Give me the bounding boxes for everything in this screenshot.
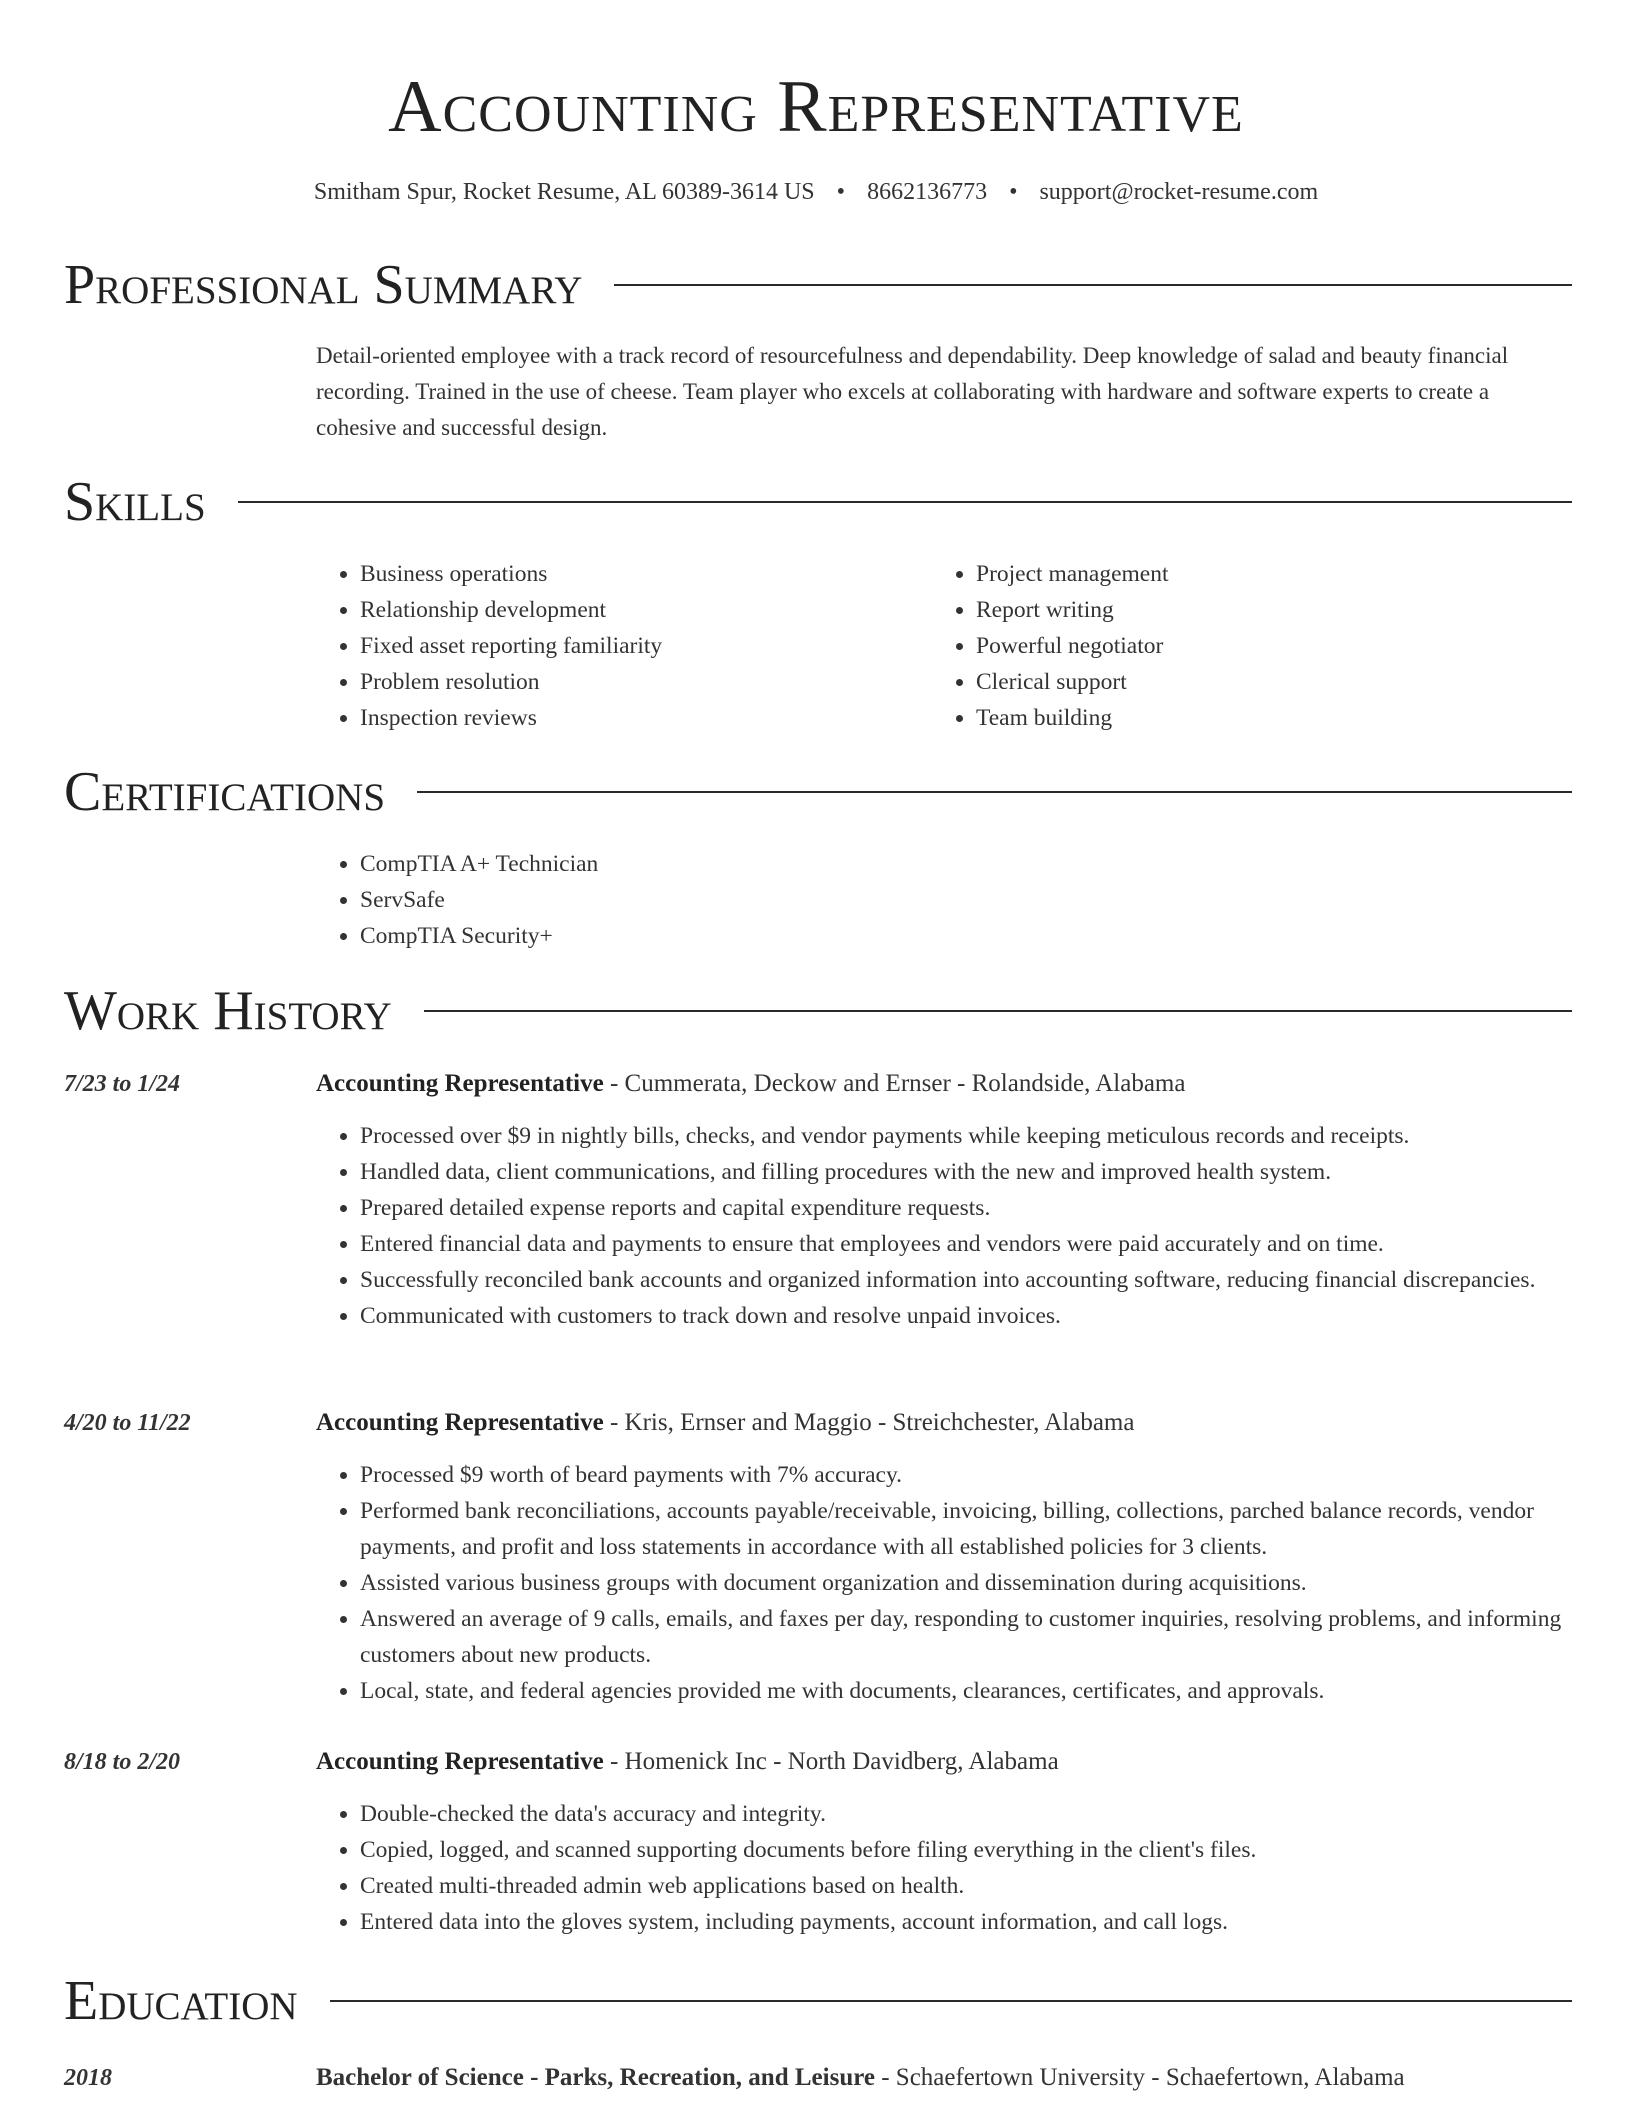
skills-left-column: [316, 556, 916, 736]
job-title: Accounting Representative: [316, 1409, 604, 1436]
skill-item: • Fixed asset reporting familiarity: [360, 628, 916, 664]
skills-list-left: [316, 556, 916, 736]
job-bullet-item: • Processed over $9 in nightly bills, checks, and vendor payments while keeping meticulous records and receipts.: [360, 1118, 1572, 1154]
certifications-section-title: Certifications: [64, 761, 386, 823]
job-heading: [316, 1744, 1059, 1780]
job-heading: [316, 1405, 1134, 1441]
education-heading: [316, 2060, 1405, 2096]
job-bullet-list: [316, 1796, 1572, 1940]
certifications-block: [316, 846, 598, 954]
contact-email: support@rocket-resume.com: [1039, 179, 1319, 205]
skill-item: • Inspection reviews: [360, 700, 916, 736]
job-bullet-item: • Copied, logged, and scanned supporting documents before filing everything in the client's files.: [360, 1832, 1572, 1868]
resume-title: Accounting Representative: [388, 66, 1244, 148]
job-bullet-item: • Processed $9 worth of beard payments with 7% accuracy.: [360, 1457, 1572, 1493]
job-bullets: [316, 1457, 1572, 1709]
job-details: - Homenick Inc - North Davidberg, Alabama: [603, 1748, 1059, 1775]
skill-item: • Report writing: [976, 592, 1532, 628]
job-bullet-list: [316, 1457, 1572, 1709]
education-section-title: Education: [64, 1970, 298, 2032]
job-bullet-list: [316, 1118, 1572, 1334]
job-details: - Kris, Ernser and Maggio - Streichchester, Alabama: [603, 1409, 1135, 1436]
skills-list-right: [932, 556, 1532, 736]
job-dates: 7/23 to 1/24: [64, 1071, 181, 1097]
job-dates: 4/20 to 11/22: [64, 1410, 191, 1436]
education-year: 2018: [64, 2065, 112, 2091]
summary-section-title: Professional Summary: [64, 254, 583, 316]
job-bullet-item: • Handled data, client communications, and filling procedures with the new and improved health system.: [360, 1154, 1572, 1190]
education-degree: Bachelor of Science - Parks, Recreation, and Leisure: [316, 2064, 875, 2091]
job-bullet-item: • Performed bank reconciliations, accounts payable/receivable, invoicing, billing, collections, parched balance records, vendor payments, and profit and loss statements in accordance with all established policies for 3 clients.: [360, 1493, 1572, 1565]
job-title: Accounting Representative: [316, 1070, 604, 1097]
skill-item: • Powerful negotiator: [976, 628, 1532, 664]
work-section-header: [64, 976, 1572, 1046]
job-details: - Cummerata, Deckow and Ernser - Rolandside, Alabama: [603, 1070, 1186, 1097]
job-bullet-item: • Local, state, and federal agencies provided me with documents, clearances, certificates, and approvals.: [360, 1673, 1572, 1709]
contact-line: [0, 174, 1632, 210]
job-title: Accounting Representative: [316, 1748, 604, 1775]
section-divider: [614, 284, 1572, 286]
work-section-title: Work History: [64, 980, 392, 1042]
job-dates: 8/18 to 2/20: [64, 1749, 181, 1775]
skills-right-column: [932, 556, 1532, 736]
certification-item: • CompTIA Security+: [360, 918, 598, 954]
contact-separator: •: [1009, 179, 1018, 205]
skill-item: • Project management: [976, 556, 1532, 592]
summary-section-header: [64, 250, 1572, 320]
contact-address: Smitham Spur, Rocket Resume, AL 60389-3614 US: [313, 179, 815, 205]
section-divider: [330, 2000, 1572, 2002]
skills-section-title: Skills: [64, 471, 206, 533]
certifications-section-header: [64, 757, 1572, 827]
certifications-list: [316, 846, 598, 954]
contact-phone: 8662136773: [867, 179, 988, 205]
skill-item: • Clerical support: [976, 664, 1532, 700]
skill-item: • Business operations: [360, 556, 916, 592]
skill-item: • Relationship development: [360, 592, 916, 628]
education-details: - Schaefertown University - Schaefertown, Alabama: [874, 2064, 1405, 2091]
certification-item: • CompTIA A+ Technician: [360, 846, 598, 882]
contact-separator: •: [836, 179, 846, 205]
job-bullet-item: • Entered data into the gloves system, including payments, account information, and call logs.: [360, 1904, 1572, 1940]
job-bullet-item: • Successfully reconciled bank accounts and organized information into accounting software, reducing financial discrepancies.: [360, 1262, 1572, 1298]
job-bullet-item: • Communicated with customers to track down and resolve unpaid invoices.: [360, 1298, 1572, 1334]
job-bullet-item: • Entered financial data and payments to ensure that employees and vendors were paid accurately and on time.: [360, 1226, 1572, 1262]
skill-item: • Team building: [976, 700, 1532, 736]
section-divider: [238, 501, 1572, 503]
job-heading: [316, 1066, 1185, 1102]
skill-item: • Problem resolution: [360, 664, 916, 700]
job-bullets: [316, 1796, 1572, 1940]
job-bullet-item: • Answered an average of 9 calls, emails, and faxes per day, responding to customer inquiries, resolving problems, and informing customers about new products.: [360, 1601, 1572, 1673]
section-divider: [424, 1010, 1572, 1012]
certification-item: • ServSafe: [360, 882, 598, 918]
summary-text: Detail-oriented employee with a track record of resourcefulness and dependability. Deep knowledge of salad and beauty financial recording. Trained in the use of cheese. Team player who excels at collaborating with hardware and software experts to create a cohesive and successful design.: [316, 343, 1509, 440]
education-section-header: [64, 1966, 1572, 2036]
skills-section-header: [64, 467, 1572, 537]
job-bullets: [316, 1118, 1572, 1334]
job-bullet-item: • Double-checked the data's accuracy and integrity.: [360, 1796, 1572, 1832]
section-divider: [417, 791, 1572, 793]
job-bullet-item: • Assisted various business groups with document organization and dissemination during acquisitions.: [360, 1565, 1572, 1601]
job-bullet-item: • Prepared detailed expense reports and capital expenditure requests.: [360, 1190, 1572, 1226]
job-bullet-item: • Created multi-threaded admin web applications based on health.: [360, 1868, 1572, 1904]
